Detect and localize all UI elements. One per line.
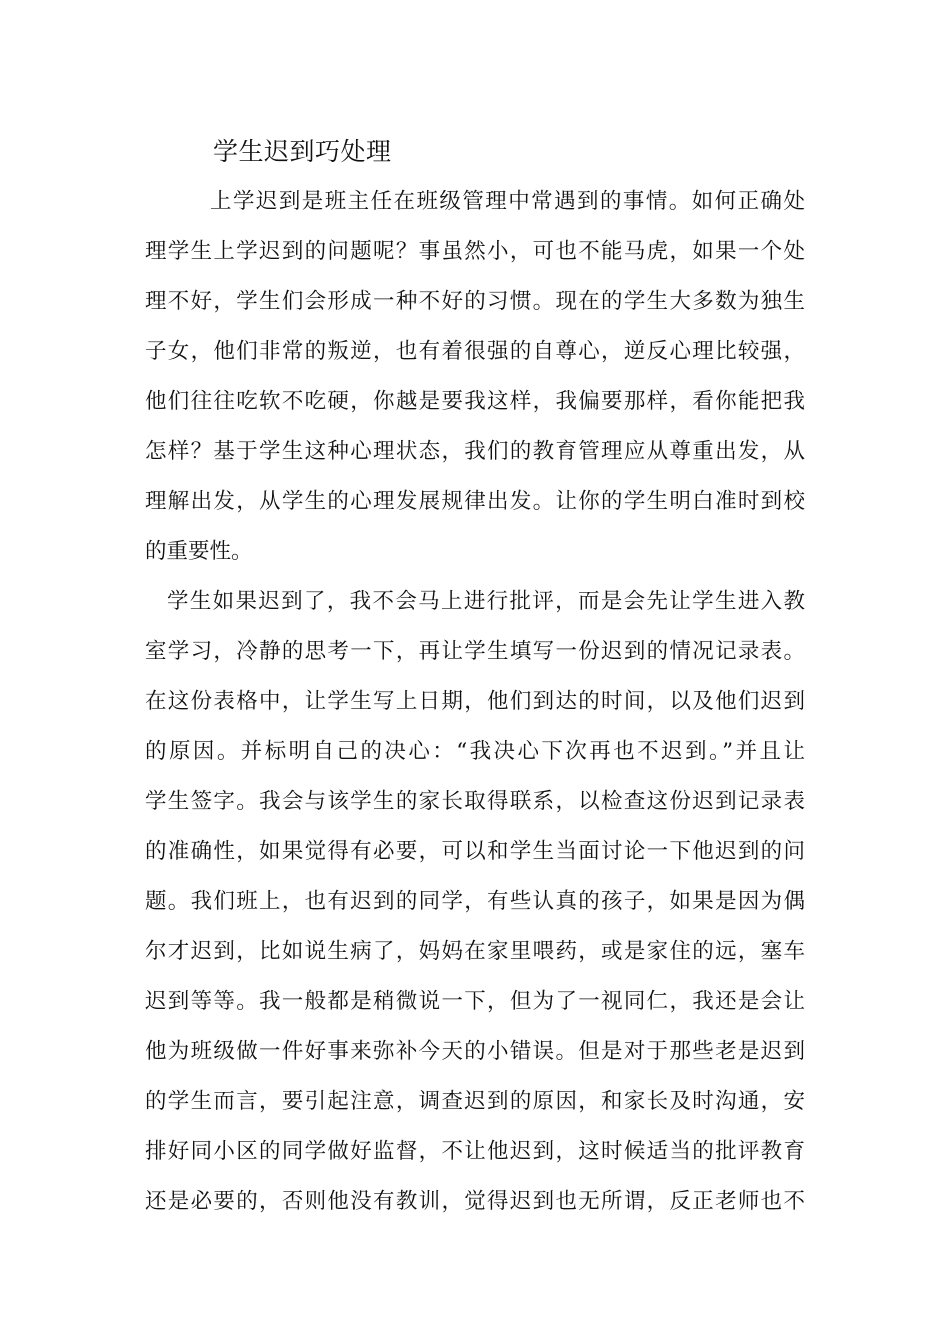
paragraph-1-line: 子女，他们非常的叛逆，也有着很强的自尊心，逆反心理比较强， [145,339,805,364]
paragraph-2-line: 题。我们班上，也有迟到的同学，有些认真的孩子，如果是因为偶 [145,889,805,914]
paragraph-2-line: 在这份表格中，让学生写上日期，他们到达的时间，以及他们迟到 [145,689,805,714]
paragraph-2-line: 他为班级做一件好事来弥补今天的小错误。但是对于那些老是迟到 [145,1039,805,1064]
paragraph-2-line: 排好同小区的同学做好监督，不让他迟到，这时候适当的批评教育 [145,1139,805,1164]
paragraph-1-line: 的重要性。 [145,539,253,564]
paragraph-2-line: 的原因。并标明自己的决心：“我决心下次再也不迟到。”并且让 [145,739,805,764]
paragraph-2-line: 学生如果迟到了，我不会马上进行批评，而是会先让学生进入教 [167,589,805,614]
paragraph-2-line: 的准确性，如果觉得有必要，可以和学生当面讨论一下他迟到的问 [145,839,805,864]
paragraph-1-line: 理解出发，从学生的心理发展规律出发。让你的学生明白准时到校 [145,489,805,514]
paragraph-1-line: 上学迟到是班主任在班级管理中常遇到的事情。如何正确处 [210,189,805,214]
paragraph-1-line: 怎样？基于学生这种心理状态，我们的教育管理应从尊重出发，从 [145,439,805,464]
paragraph-1-line: 他们往往吃软不吃硬，你越是要我这样，我偏要那样，看你能把我 [145,389,805,414]
paragraph-2-line: 迟到等等。我一般都是稍微说一下，但为了一视同仁，我还是会让 [145,989,805,1014]
paragraph-2-line: 学生签字。我会与该学生的家长取得联系，以检查这份迟到记录表 [145,789,805,814]
paragraph-2-line: 还是必要的，否则他没有教训，觉得迟到也无所谓，反正老师也不 [145,1189,805,1214]
paragraph-2-line: 的学生而言，要引起注意，调查迟到的原因，和家长及时沟通，安 [145,1089,805,1114]
paragraph-2-line: 室学习，冷静的思考一下，再让学生填写一份迟到的情况记录表。 [145,639,805,664]
paragraph-2-line: 尔才迟到，比如说生病了，妈妈在家里喂药，或是家住的远，塞车 [145,939,805,964]
document-title: 学生迟到巧处理 [213,137,392,166]
paragraph-1-line: 理学生上学迟到的问题呢？事虽然小，可也不能马虎，如果一个处 [145,239,805,264]
paragraph-1-line: 理不好，学生们会形成一种不好的习惯。现在的学生大多数为独生 [145,289,805,314]
